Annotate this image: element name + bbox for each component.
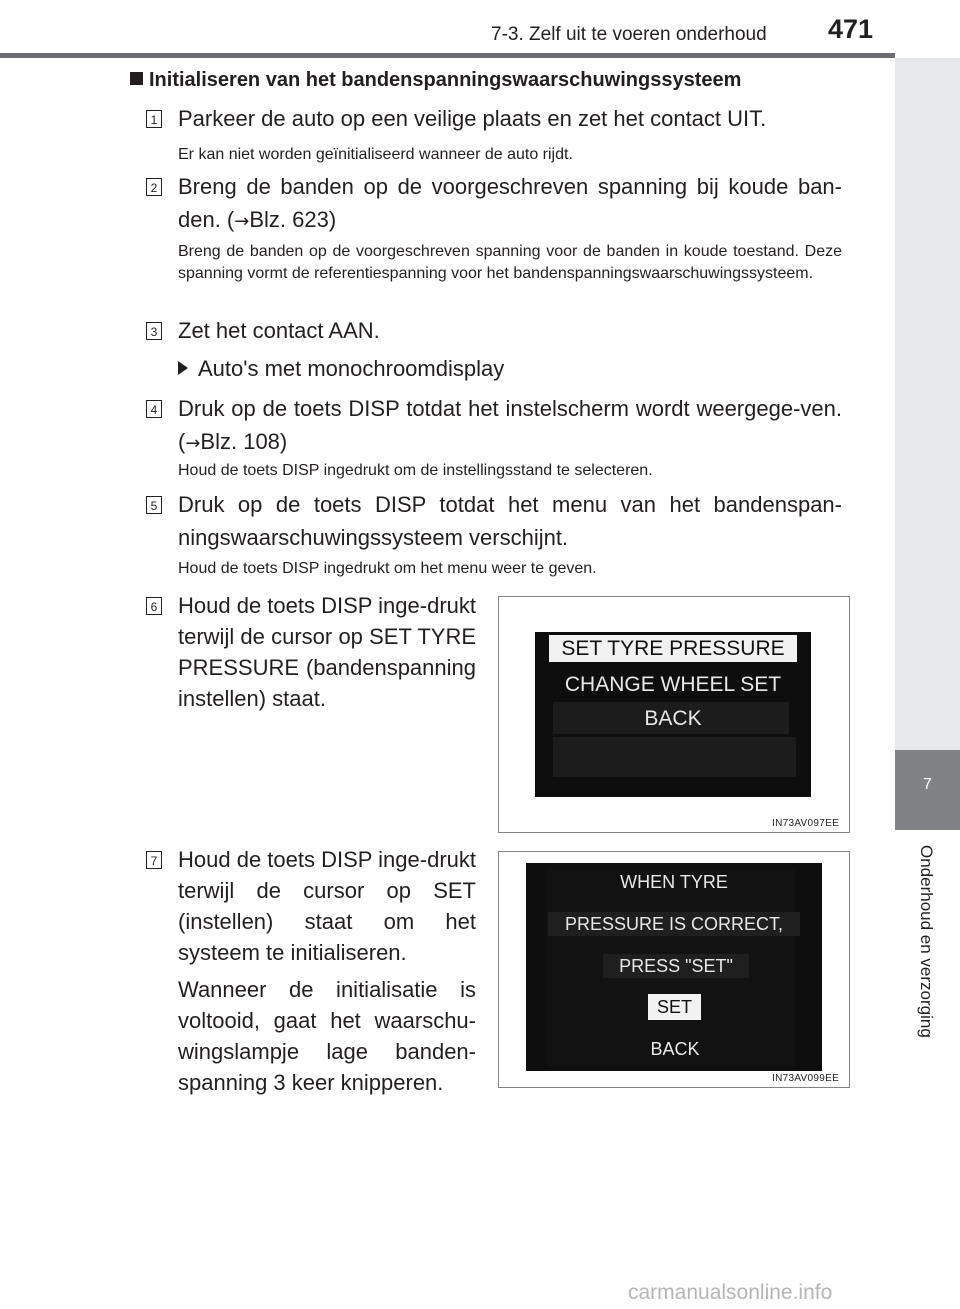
step-2-note: Breng de banden op de voorgeschreven spanning voor de banden in koude toestand. Deze spanning vormt de referentiespanning voor het bandenspanningswaarschuwingssysteem. [178, 243, 842, 282]
watermark: carmanualsonline.info [628, 1281, 833, 1304]
arrow-right-icon: → [185, 433, 201, 454]
chapter-number: 7 [923, 776, 932, 793]
screen-set-button: SET [648, 994, 701, 1020]
arrow-right-icon: → [234, 211, 250, 232]
screen-back: BACK [650, 1039, 700, 1059]
square-bullet-icon [130, 72, 143, 85]
chapter-tab-strip [895, 58, 960, 750]
step-3-text: Zet het contact AAN. [178, 318, 380, 343]
step-number-1: 1 [146, 110, 162, 128]
header-section-title: 7-3. Zelf uit te voeren onderhoud [491, 24, 767, 45]
step-5-note: Houd de toets DISP ingedrukt om het menu weer te geven. [178, 560, 597, 577]
screen-line-3: PRESS "SET" [603, 954, 749, 978]
step-number-7: 7 [146, 851, 162, 869]
section-heading [130, 69, 741, 92]
triangle-bullet-icon [178, 361, 188, 375]
figure-code: IN73AV097EE [772, 818, 840, 829]
step-4-note: Houd de toets DISP ingedrukt om de instellingsstand te selecteren. [178, 462, 653, 479]
step-1-note: Er kan niet worden geïnitialiseerd wanneer de auto rijdt. [178, 146, 573, 163]
subheading: Auto's met monochroomdisplay [178, 352, 842, 385]
menu-item-set-tyre-pressure: SET TYRE PRESSURE [549, 635, 797, 662]
step-2-text: Breng de banden op de voorgeschreven spanning bij koude ban-den. (→Blz. 623) [178, 174, 842, 232]
step-5-text: Druk op de toets DISP totdat het menu van het bandenspan-ningswaarschuwingssysteem verschijnt. [178, 492, 842, 550]
page-number: 471 [828, 14, 874, 44]
step-number-5: 5 [146, 496, 162, 514]
step-7-text: Houd de toets DISP inge-drukt terwijl de cursor op SET (instellen) staat om het systeem te initialiseren. Wanneer de initialisatie is voltooid, gaat het waarschu-wingslampje lage banden-spanning 3 keer knipperen. [178, 847, 476, 1095]
menu-item-back: BACK [644, 707, 702, 730]
step-4-text: Druk op de toets DISP totdat het instelscherm wordt weergege-ven. (→Blz. 108) [178, 396, 842, 454]
menu-item-change-wheel-set: CHANGE WHEEL SET [564, 673, 782, 696]
screen-line-2: PRESSURE IS CORRECT, [548, 912, 800, 936]
header-divider [0, 53, 895, 58]
step-number-6: 6 [146, 597, 162, 615]
step-number-2: 2 [146, 178, 162, 196]
chapter-name: Onderhoud en verzorging [917, 845, 936, 1038]
step-1-text: Parkeer de auto op een veilige plaats en zet het contact UIT. [178, 106, 767, 131]
section-heading-text: Initialiseren van het bandenspanningswaarschuwingssysteem [149, 69, 742, 91]
step-number-4: 4 [146, 400, 162, 418]
menu-slot-empty [553, 737, 796, 777]
step-number-3: 3 [146, 322, 162, 340]
figure-code: IN73AV099EE [772, 1073, 840, 1084]
screen-line-1: WHEN TYRE [620, 872, 728, 892]
step-6-text: Houd de toets DISP inge-drukt terwijl de cursor op SET TYRE PRESSURE (bandenspanning instellen) staat. [178, 593, 476, 711]
